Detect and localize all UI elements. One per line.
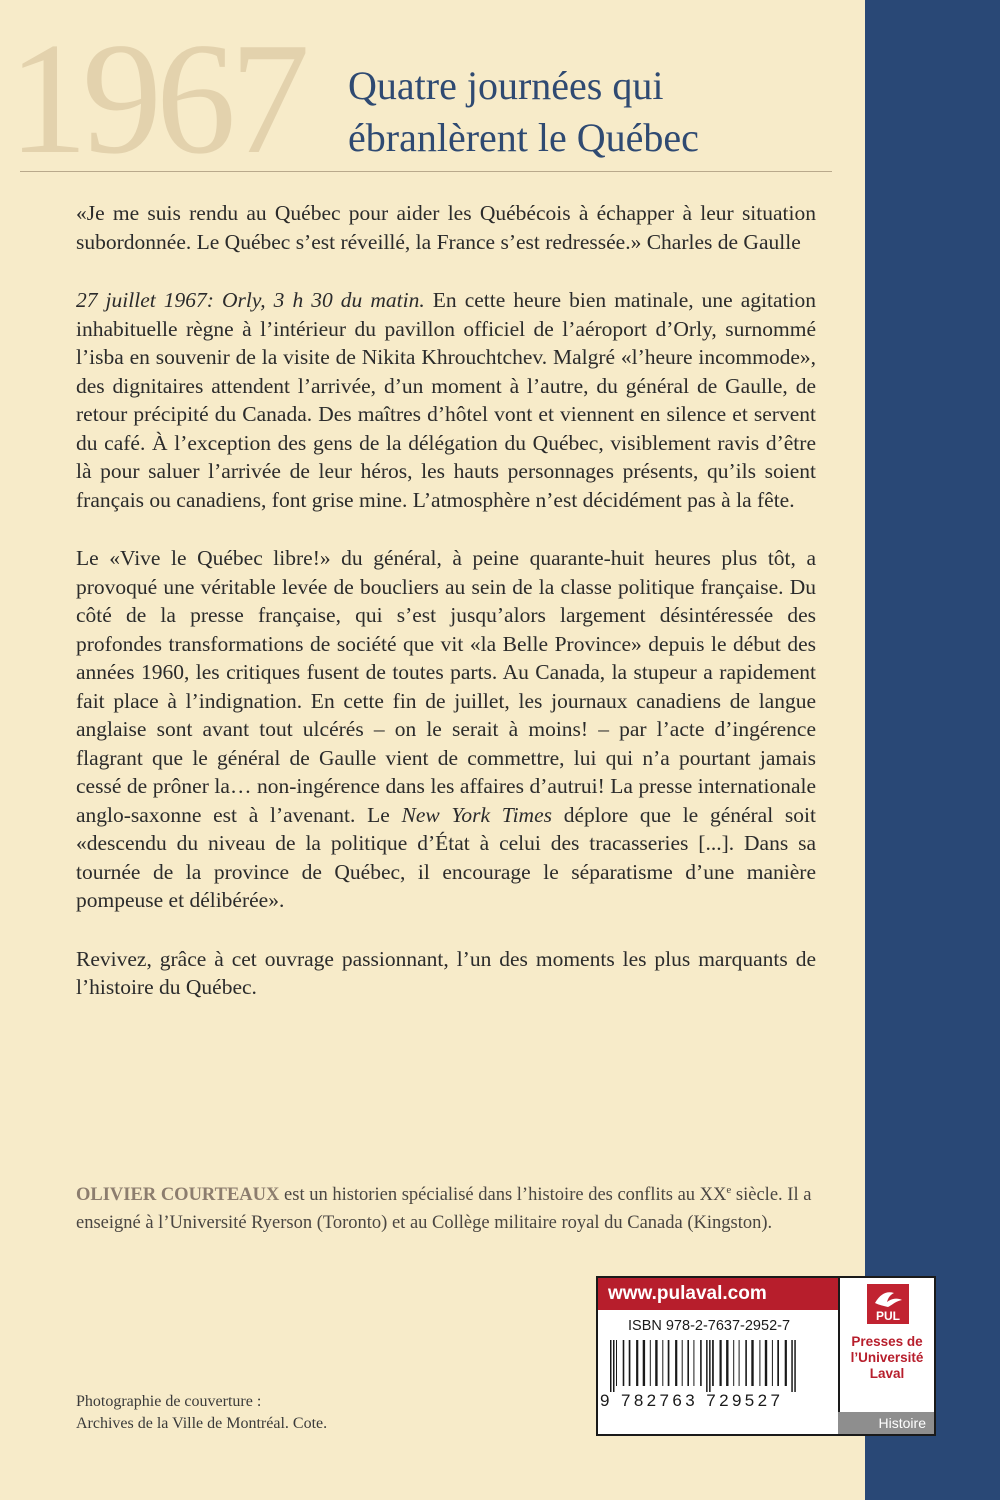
barcode-digits: 9 782763 729527 [600, 1391, 784, 1410]
publisher-name [842, 1334, 932, 1382]
barcode-bar [765, 1340, 767, 1386]
author-bio [76, 1176, 821, 1237]
barcode-bar [706, 1340, 708, 1392]
century-superscript: e [726, 1184, 732, 1196]
pul-logo-icon [867, 1284, 909, 1324]
author-bio-text-1: est un historien spécialisé dans l’histoire des conflits au XX [279, 1185, 727, 1206]
title-line-2: ébranlèrent le Québec [348, 115, 699, 160]
barcode-bar [613, 1340, 615, 1392]
barcode-bar [759, 1340, 760, 1386]
barcode-bar [700, 1340, 702, 1386]
dateline: 27 juillet 1967: Orly, 3 h 30 du matin. [76, 288, 425, 312]
barcode-bar [794, 1340, 796, 1392]
barcode-bar [610, 1340, 612, 1392]
barcode-bar [682, 1340, 683, 1386]
barcode-bar [726, 1340, 728, 1386]
pul-logo-text: PUL [876, 1309, 900, 1323]
barcode-bar [623, 1340, 625, 1386]
publisher-url[interactable]: www.pulaval.com [598, 1278, 838, 1310]
paragraph-closing: Revivez, grâce à cet ouvrage passionnant, l’un des moments les plus marquants de l’histoire du Québec. [76, 946, 816, 999]
barcode-bar [662, 1340, 663, 1386]
isbn-label: ISBN 978-2-7637-2952-7 [628, 1318, 791, 1334]
barcode-bar [616, 1340, 617, 1386]
barcode-bar [687, 1340, 689, 1386]
spine-color-band [865, 0, 1000, 1500]
publisher-logo-area [838, 1278, 934, 1412]
barcode-bar [777, 1340, 779, 1386]
barcode-bar [668, 1340, 670, 1386]
paragraph-reactions-text-2: déplore que le général soit «descendu du niveau de la politique d’État à celui des tracasseries [...]. Dans sa tournée de la province de Québec, il encourage le séparatisme d’une manière pompeuse et délibérée». [76, 802, 816, 912]
title-line-1: Quatre journées qui [348, 63, 664, 108]
barcode-bar [709, 1340, 711, 1392]
photo-credit-line-2: Archives de la Ville de Montréal. Cote. [76, 1415, 328, 1432]
barcode-bar [772, 1340, 773, 1386]
paragraph-orly-text: En cette heure bien matinale, une agitation inhabituelle règne à l’intérieur du pavillon officiel de l’aéroport d’Orly, surnommé l’isba en souvenir de la visite de Nikita Khrouchtchev. Malgré «l’heure incommode», des dignitaires attendent l’arrivée, d’un moment à l’autre, du général de Gaulle, de retour précipité du Canada. Des maîtres d’hôtel vont et viennent en silence et servent du café. À l’exception des gens de la délégation du Québec, visiblement ravis d’être là pour saluer l’arrivée de leur héros, les hauts personnages présents, qu’ils soient français ou canadiens, font grise mine. L’atmosphère n’est décidément pas à la fête. [76, 288, 816, 512]
paragraph-orly [76, 286, 816, 514]
bird-icon [872, 1287, 904, 1309]
barcode-bar [629, 1340, 631, 1386]
book-title [348, 60, 699, 164]
barcode-bar [791, 1340, 793, 1392]
photo-credit [76, 1391, 496, 1435]
title-divider [20, 171, 832, 172]
barcode-bar [655, 1340, 657, 1386]
barcode-bar [733, 1340, 734, 1386]
barcode-bar [785, 1340, 787, 1386]
barcode-bar [751, 1340, 753, 1386]
author-bio-text-2: siècle. Il a enseigné à l’Université Ryerson (Toronto) et au Collège militaire royal du Canada (Kingston). [76, 1185, 812, 1234]
photo-credit-line-1: Photographie de couverture : [76, 1393, 262, 1410]
barcode-bar [720, 1340, 722, 1386]
barcode-bar [636, 1340, 638, 1386]
back-cover-text [76, 199, 816, 1032]
barcode-bar [745, 1340, 747, 1386]
barcode-bar [650, 1340, 651, 1386]
year-watermark: 1967 [8, 9, 304, 187]
publisher-name-line-2: l’Université [850, 1350, 924, 1365]
quote-paragraph: «Je me suis rendu au Québec pour aider les Québécois à échapper à leur situation subordonnée. Le Québec s’est réveillé, la France s’est redressée.» Charles de Gaulle [76, 201, 816, 254]
barcode-bar [712, 1340, 714, 1386]
category-label: Histoire [838, 1412, 934, 1434]
barcode-bar [643, 1340, 645, 1386]
publisher-box [596, 1276, 936, 1436]
barcode-bar [739, 1340, 740, 1386]
barcode [608, 1340, 834, 1392]
paragraph-reactions [76, 544, 816, 915]
publisher-name-line-3: Laval [869, 1366, 905, 1381]
newspaper-name: New York Times [401, 802, 552, 827]
paragraph-reactions-text-1: Le «Vive le Québec libre!» du général, à peine quarante-huit heures plus tôt, a provoqué une véritable levée de boucliers au sein de la classe politique française. Du côté de la presse française, qui s’est jusqu’alors largement désintéressée des profondes transformations de société que vit «la Belle Province» depuis le début des années 1960, les critiques fusent de toutes parts. Au Canada, la stupeur a rapidement fait place à l’indignation. En cette fin de juillet, les journaux canadiens de langue anglaise sont avant tout ulcérés – on le serait à moins! – par l’acte d’ingérence flagrant que le général de Gaulle vient de commettre, lui qui n’a pourtant jamais cessé de prôner la… non-ingérence dans les affaires d’autrui! La presse internationale anglo-saxonne est à l’avenant. Le [76, 546, 816, 827]
author-name: OLIVIER COURTEAUX [76, 1185, 280, 1206]
barcode-bar [693, 1340, 694, 1386]
publisher-name-line-1: Presses de [851, 1334, 923, 1349]
barcode-bar [675, 1340, 677, 1386]
